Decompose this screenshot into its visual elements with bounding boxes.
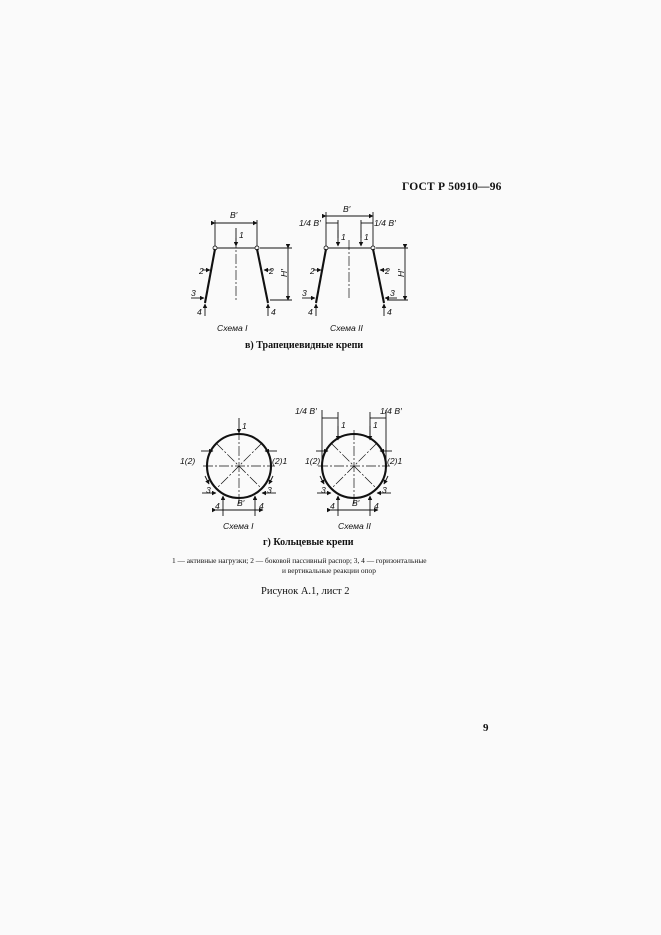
- reaction-label-4-right: 4: [387, 307, 392, 317]
- caption-trapezoidal: в) Трапециевидные крепи: [245, 340, 364, 351]
- load-label-1-left: 1: [341, 420, 346, 430]
- ring-scheme-1: [180, 418, 288, 531]
- scheme-2-title: Схема II: [338, 521, 371, 531]
- b-prime-label: B′: [237, 498, 245, 508]
- load-label-1: 1: [242, 421, 247, 431]
- quarter-b-right-label: 1/4 B′: [380, 406, 402, 416]
- document-id: ГОСТ Р 50910—96: [402, 181, 502, 193]
- reaction-label-4-right: 4: [259, 501, 264, 511]
- load-label-2-right: 2: [385, 266, 390, 276]
- caption-ring: г) Кольцевые крепи: [263, 537, 354, 548]
- reaction-label-4-left: 4: [330, 501, 335, 511]
- reaction-label-4-left: 4: [197, 307, 202, 317]
- h-prime-label: H′: [279, 269, 289, 277]
- legend-line-2: и вертикальные реакции опор: [282, 566, 376, 575]
- ring-scheme-2: [295, 406, 403, 531]
- load-label-1: 1: [239, 230, 244, 240]
- load-label-2-left: 2: [310, 266, 315, 276]
- ring-diagrams: [175, 398, 425, 536]
- b-prime-label: B′: [230, 210, 238, 220]
- quarter-b-left-label: 1/4 B′: [295, 406, 317, 416]
- reaction-label-4-right: 4: [374, 501, 379, 511]
- load-label-1-right: 1: [364, 232, 369, 242]
- b-prime-label: B′: [352, 498, 360, 508]
- scheme-1-title: Схема I: [223, 521, 254, 531]
- trapezoid-scheme-1: [191, 210, 292, 333]
- load-label-2-right: 2: [269, 266, 274, 276]
- figure-caption: Рисунок А.1, лист 2: [261, 586, 350, 597]
- load-label-1-right: 1: [373, 420, 378, 430]
- scheme-2-title: Схема II: [330, 323, 363, 333]
- h-prime-label: H′: [396, 269, 406, 277]
- scheme-1-title: Схема I: [217, 323, 248, 333]
- reaction-label-4-right: 4: [271, 307, 276, 317]
- reaction-label-3-left: 3: [302, 288, 307, 298]
- b-prime-label: B′: [343, 204, 351, 214]
- legend-line-1: 1 — активные нагрузки; 2 — боковой пассивный распор; 3, 4 — горизонтальные: [172, 556, 427, 565]
- load-label-1-2-left: 1(2): [305, 456, 321, 466]
- quarter-b-left-label: 1/4 B′: [299, 218, 321, 228]
- reaction-label-3-left: 3: [321, 485, 326, 495]
- reaction-label-3-right: 3: [382, 485, 387, 495]
- trapezoid-scheme-2: [299, 204, 408, 333]
- trapezoidal-diagrams: [180, 198, 430, 338]
- reaction-label-3-left: 3: [206, 485, 211, 495]
- reaction-label-3-right: 3: [390, 288, 395, 298]
- load-label-2-1-right: (2)1: [387, 456, 403, 466]
- reaction-label-4-left: 4: [215, 501, 220, 511]
- load-label-1-left: 1: [341, 232, 346, 242]
- load-label-2-left: 2: [199, 266, 204, 276]
- page-number: 9: [483, 722, 489, 734]
- reaction-label-4-left: 4: [308, 307, 313, 317]
- reaction-label-3-right: 3: [267, 485, 272, 495]
- load-label-2-1-right: (2)1: [272, 456, 288, 466]
- load-label-1-2-left: 1(2): [180, 456, 196, 466]
- reaction-label-3: 3: [191, 288, 196, 298]
- quarter-b-right-label: 1/4 B′: [374, 218, 396, 228]
